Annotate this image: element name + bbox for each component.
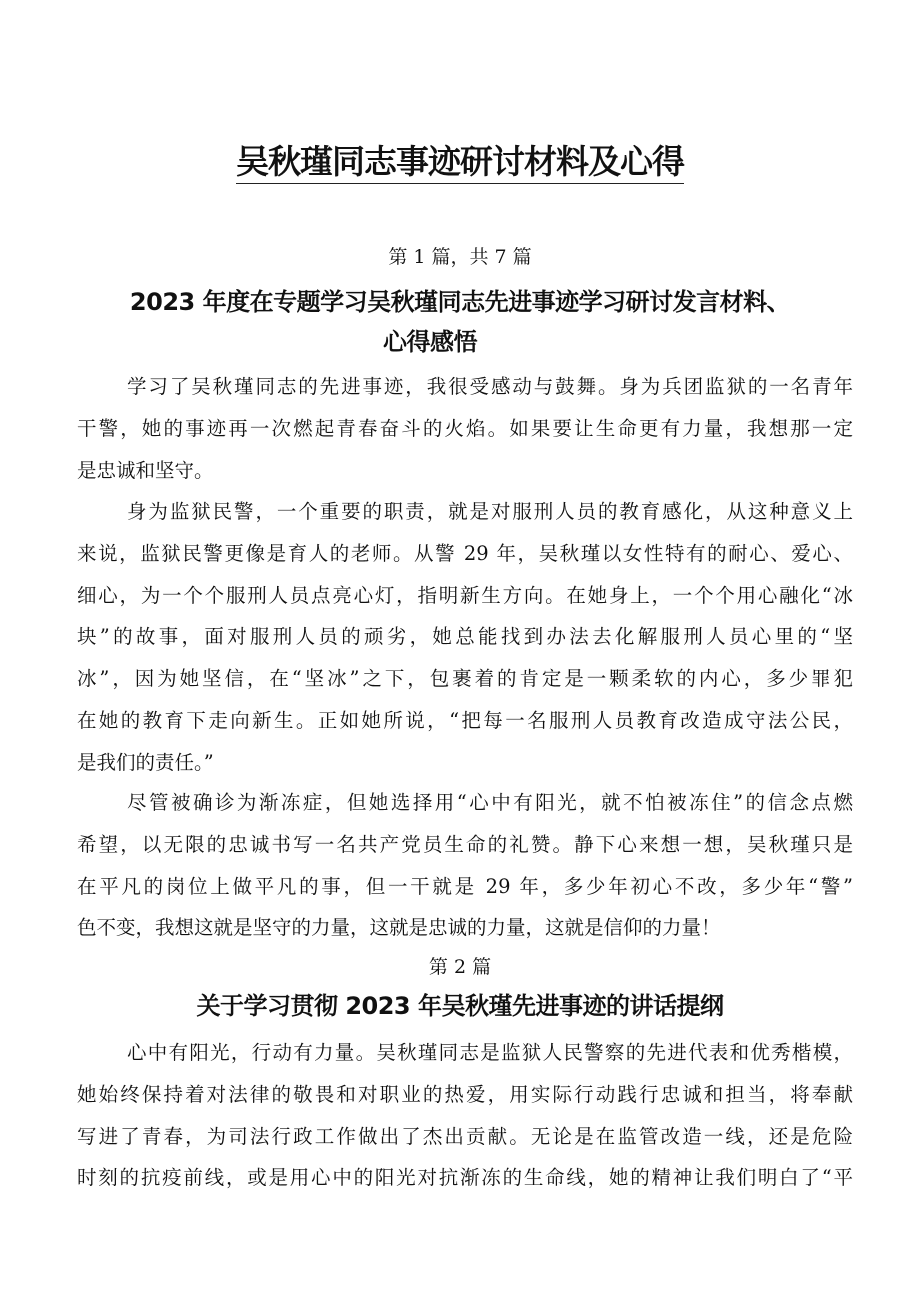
text-line: 在她的教育下走向新生。正如她所说，“把每一名服刑人员教育改造成守法公民， [77,708,853,732]
part-1-paragraph-3 [77,782,853,949]
text-line: 写进了青春，为司法行政工作做出了杰出贡献。无论是在监管改造一线，还是危险 [77,1124,853,1148]
text-line: 心中有阳光，行动有力量。吴秋瑾同志是监狱人民警察的先进代表和优秀楷模， [127,1041,853,1064]
part-2-label: 第 2 篇 [428,956,492,978]
part-1-heading-line-2: 心得感悟 [383,328,477,356]
part-1-heading [0,282,920,362]
text-line: 尽管被确诊为渐冻症，但她选择用“心中有阳光，就不怕被冻住”的信念点燃 [127,791,853,814]
document-title [0,140,920,184]
document-title-text: 吴秋瑾同志事迹研讨材料及心得 [236,142,684,184]
text-line: 来说，监狱民警更像是育人的老师。从警 29 年，吴秋瑾以女性特有的耐心、爱心、 [77,541,853,565]
text-line: 学习了吴秋瑾同志的先进事迹，我很受感动与鼓舞。身为兵团监狱的一名青年 [127,375,853,398]
text-line: 是忠诚和坚守。 [77,458,214,482]
part-1-heading-line-1: 2023 年度在专题学习吴秋瑾同志先进事迹学习研讨发言材料、 [129,288,791,316]
text-line: 在平凡的岗位上做平凡的事，但一干就是 29 年，多少年初心不改，多少年“警” [77,874,853,898]
text-line: 色不变，我想这就是坚守的力量，这就是忠诚的力量，这就是信仰的力量！ [77,916,721,940]
part-2-heading [0,986,920,1026]
text-line: 是我们的责任。” [77,750,214,774]
text-line: 希望，以无限的忠诚书写一名共产党员生命的礼赞。静下心来想一想，吴秋瑾只是 [77,832,853,856]
part-1-paragraph-1 [77,366,853,491]
text-line: 冰”，因为她坚信，在“坚冰”之下，包裹着的肯定是一颗柔软的内心，多少罪犯 [77,667,853,691]
text-line: 身为监狱民警，一个重要的职责，就是对服刑人员的教育感化，从这种意义上 [127,500,853,523]
text-line: 时刻的抗疫前线，或是用心中的阳光对抗渐冻的生命线，她的精神让我们明白了“平 [77,1166,853,1190]
text-line: 她始终保持着对法律的敬畏和对职业的热爱，用实际行动践行忠诚和担当，将奉献 [77,1082,853,1106]
text-line: 干警，她的事迹再一次燃起青春奋斗的火焰。如果要让生命更有力量，我想那一定 [77,416,853,440]
part-2-paragraph-1 [77,1032,853,1199]
text-line: 块”的故事，面对服刑人员的顽劣，她总能找到办法去化解服刑人员心里的“坚 [77,625,853,649]
part-2-heading-line-1: 关于学习贯彻 2023 年吴秋瑾先进事迹的讲话提纲 [196,992,724,1020]
part-1-paragraph-2 [77,491,853,784]
text-line: 细心，为一个个服刑人员点亮心灯，指明新生方向。在她身上，一个个用心融化“冰 [77,583,853,607]
part-1-label: 第 1 篇，共 7 篇 [388,246,532,268]
